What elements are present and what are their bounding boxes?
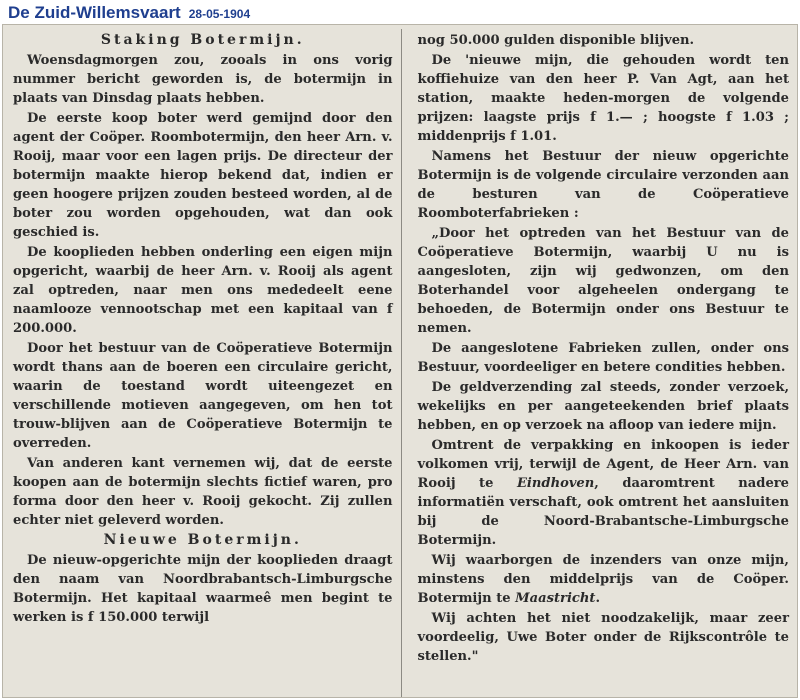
paragraph: De aangeslotene Fabrieken zullen, onder ons Bestuur, voordeeliger en betere condities hebben. [417, 341, 789, 375]
paragraph: Woensdagmorgen zou, zooals in ons vorig nummer bericht geworden is, de botermijn in plaats van Dinsdag plaats hebben. [13, 53, 393, 106]
paragraph [418, 436, 790, 550]
place-eindhoven: Eindhoven [516, 476, 595, 491]
paragraph: De kooplieden hebben onderling een eigen mijn opgericht, waarbij de heer Arn. v. Rooij als agent zal optreden, naar men ons mededeelt eene naamlooze vennootschap met een kapitaal van f 200.000. [13, 245, 393, 336]
publication-date: 28-05-1904 [188, 7, 251, 21]
paragraph: Wij achten het niet noodzakelijk, maar zeer voordeelig, Uwe Boter onder de Rijkscontrôle te stellen." [417, 611, 789, 664]
paragraph: „Door het optreden van het Bestuur van de Coöperatieve Botermijn, waarbij U nu is aangesloten, zijn wij gedwonzen, om den Boterhandel voor algeheelen ondergang te behoeden, de Botermijn onder ons Bestuur te nemen. [417, 226, 789, 336]
paragraph: De geldverzending zal steeds, zonder verzoek, wekelijks en per aangeteekenden brief plaats hebben, en op verzoek na afloop van iedere mijn. [417, 380, 789, 433]
left-column [3, 25, 401, 697]
paragraph: De 'nieuwe mijn, die gehouden wordt ten koffiehuize van den heer P. Van Agt, aan het station, maakte heden-morgen de volgende prijzen: laagste prijs f 1.— ; hoogste f 1.03 ; middenprijs f 1.01. [417, 53, 789, 144]
heading-staking-botermijn: Staking Botermijn. [100, 32, 305, 48]
paragraph: Namens het Bestuur der nieuw opgerichte Botermijn is de volgende circulaire verzonden aan de besturen van de Coöperatieve Roomboterfabrieken : [417, 149, 789, 221]
place-maastricht: Maastricht [515, 591, 596, 606]
paragraph: nog 50.000 gulden disponible blijven. [417, 33, 695, 48]
text-run: , daaromtrent nadere informatiën verschaft, ook omtrent het aansluiten bij de Noord-Brabantsche-Limburgsche Botermijn. [417, 476, 789, 548]
paragraph [418, 551, 790, 608]
heading-nieuwe-botermijn: Nieuwe Botermijn. [103, 532, 302, 548]
right-column [402, 25, 798, 697]
paragraph: Door het bestuur van de Coöperatieve Botermijn wordt thans aan de boeren een circulaire gericht, waarin de toestand wordt uiteengezet en verschillende motieven aangegeven, om hen tot trouw-blijven aan de Coöperatieve Botermijn te overreden. [13, 341, 393, 451]
text-run: Omtrent de verpakking en inkoopen is ieder volkomen vrij, terwijl de Agent, de Heer Arn. van Rooij te [417, 438, 789, 491]
newspaper-clipping [2, 24, 798, 698]
newspaper-name: De Zuid-Willemsvaart [8, 3, 181, 22]
text-run: . [595, 591, 601, 606]
paragraph: De nieuw-opgerichte mijn der kooplieden draagt den naam van Noordbrabantsch-Limburgsche Botermijn. Het kapitaal waarmeê men begint te werken is f 150.000 terwijl [13, 553, 393, 625]
text-run: Wij waarborgen de inzenders van onze mijn, minstens den middelprijs van de Coöper. Botermijn te [417, 553, 789, 606]
clipping-header [0, 0, 800, 24]
paragraph: De eerste koop boter werd gemijnd door den agent der Coöper. Roombotermijn, den heer Arn. v. Rooij, maar voor een lagen prijs. De directeur der botermijn maakte hierop bekend dat, indien er geen hoogere prijzen zouden besteed worden, al de boter zou worden opgehouden, wat dan ook geschied is. [13, 111, 393, 240]
paragraph: Van anderen kant vernemen wij, dat de eerste koopen aan de botermijn slechts fictief waren, pro forma door den heer v. Rooij gekocht. Zij zullen echter niet geleverd worden. [13, 456, 393, 528]
